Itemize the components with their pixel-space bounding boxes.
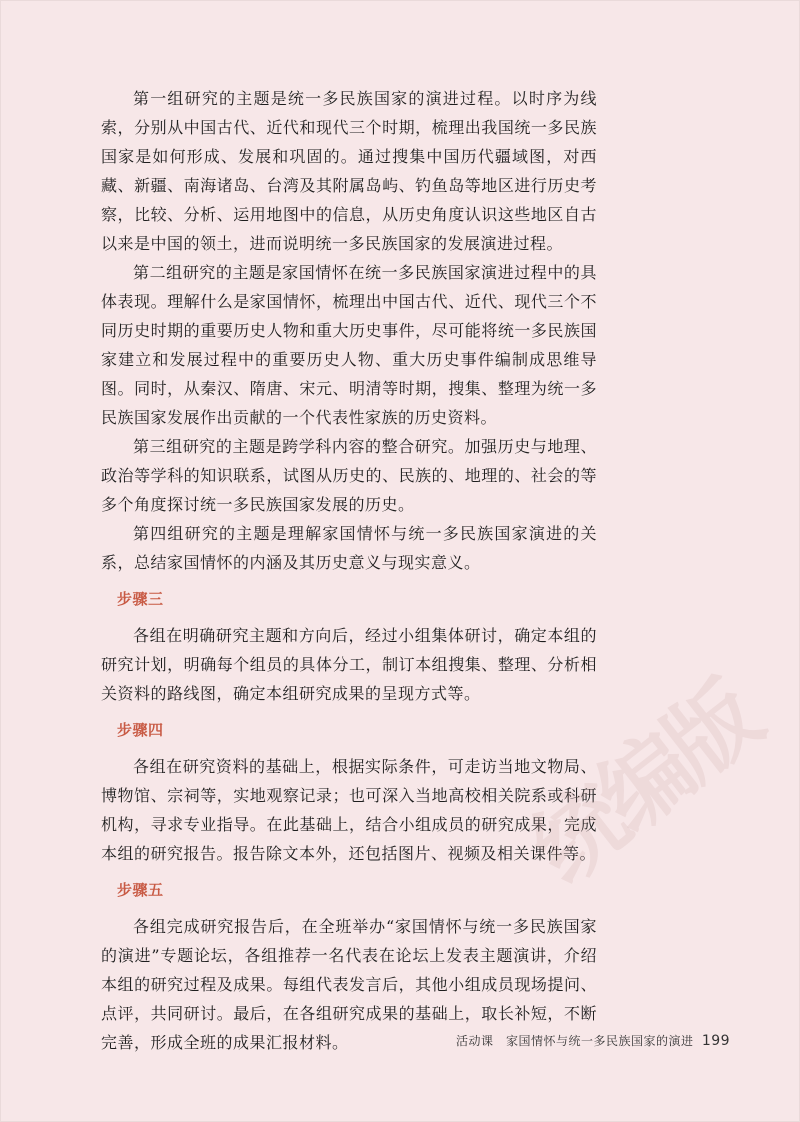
page-content bbox=[101, 84, 597, 1057]
step-4-heading: 步骤四 bbox=[117, 721, 164, 739]
watermark: 统编版 bbox=[512, 664, 777, 904]
step-3-heading: 步骤三 bbox=[117, 590, 164, 608]
step-3-text: 各组在明确研究主题和方向后，经过小组集体研讨，确定本组的研究计划，明确每个组员的具体分工，制订本组搜集、整理、分析相关资料的路线图，确定本组研究成果的呈现方式等。 bbox=[101, 626, 597, 703]
step-5-text: 各组完成研究报告后，在全班举办“家国情怀与统一多民族国家的演进”专题论坛，各组推荐一名代表在论坛上发表主题演讲，介绍本组的研究过程及成果。每组代表发言后，其他小组成员现场提问、点评，共同研讨。最后，在各组研究成果的基础上，取长补短，不断完善，形成全班的成果汇报材料。 bbox=[101, 917, 597, 1052]
page-number: 199 bbox=[701, 1033, 731, 1049]
step-5-heading: 步骤五 bbox=[117, 881, 164, 899]
running-title: 活动课 家国情怀与统一多民族国家的演进 bbox=[456, 1034, 694, 1048]
paragraph-group-4: 第四组研究的主题是理解家国情怀与统一多民族国家演进的关系，总结家国情怀的内涵及其历史意义与现实意义。 bbox=[101, 524, 597, 572]
paragraph-group-2: 第二组研究的主题是家国情怀在统一多民族国家演进过程中的具体表现。理解什么是家国情怀，梳理出中国古代、近代、现代三个不同历史时期的重要历史人物和重大历史事件，尽可能将统一多民族国家建立和发展过程中的重要历史人物、重大历史事件编制成思维导图。同时，从秦汉、隋唐、宋元、明清等时期，搜集、整理为统一多民族国家发展作出贡献的一个代表性家族的历史资料。 bbox=[101, 263, 597, 427]
page-footer bbox=[456, 1032, 730, 1049]
paragraph-group-1: 第一组研究的主题是统一多民族国家的演进过程。以时序为线索，分别从中国古代、近代和现代三个时期，梳理出我国统一多民族国家是如何形成、发展和巩固的。通过搜集中国历代疆域图，对西藏、新疆、南海诸岛、台湾及其附属岛屿、钓鱼岛等地区进行历史考察，比较、分析、运用地图中的信息，从历史角度认识这些地区自古以来是中国的领土，进而说明统一多民族国家的发展演进过程。 bbox=[101, 89, 597, 253]
step-4-text: 各组在研究资料的基础上，根据实际条件，可走访当地文物局、博物馆、宗祠等，实地观察记录；也可深入当地高校相关院系或科研机构，寻求专业指导。在此基础上，结合小组成员的研究成果，完成本组的研究报告。报告除文本外，还包括图片、视频及相关课件等。 bbox=[101, 757, 597, 863]
paragraph-group-3: 第三组研究的主题是跨学科内容的整合研究。加强历史与地理、政治等学科的知识联系，试图从历史的、民族的、地理的、社会的等多个角度探讨统一多民族国家发展的历史。 bbox=[101, 437, 597, 514]
